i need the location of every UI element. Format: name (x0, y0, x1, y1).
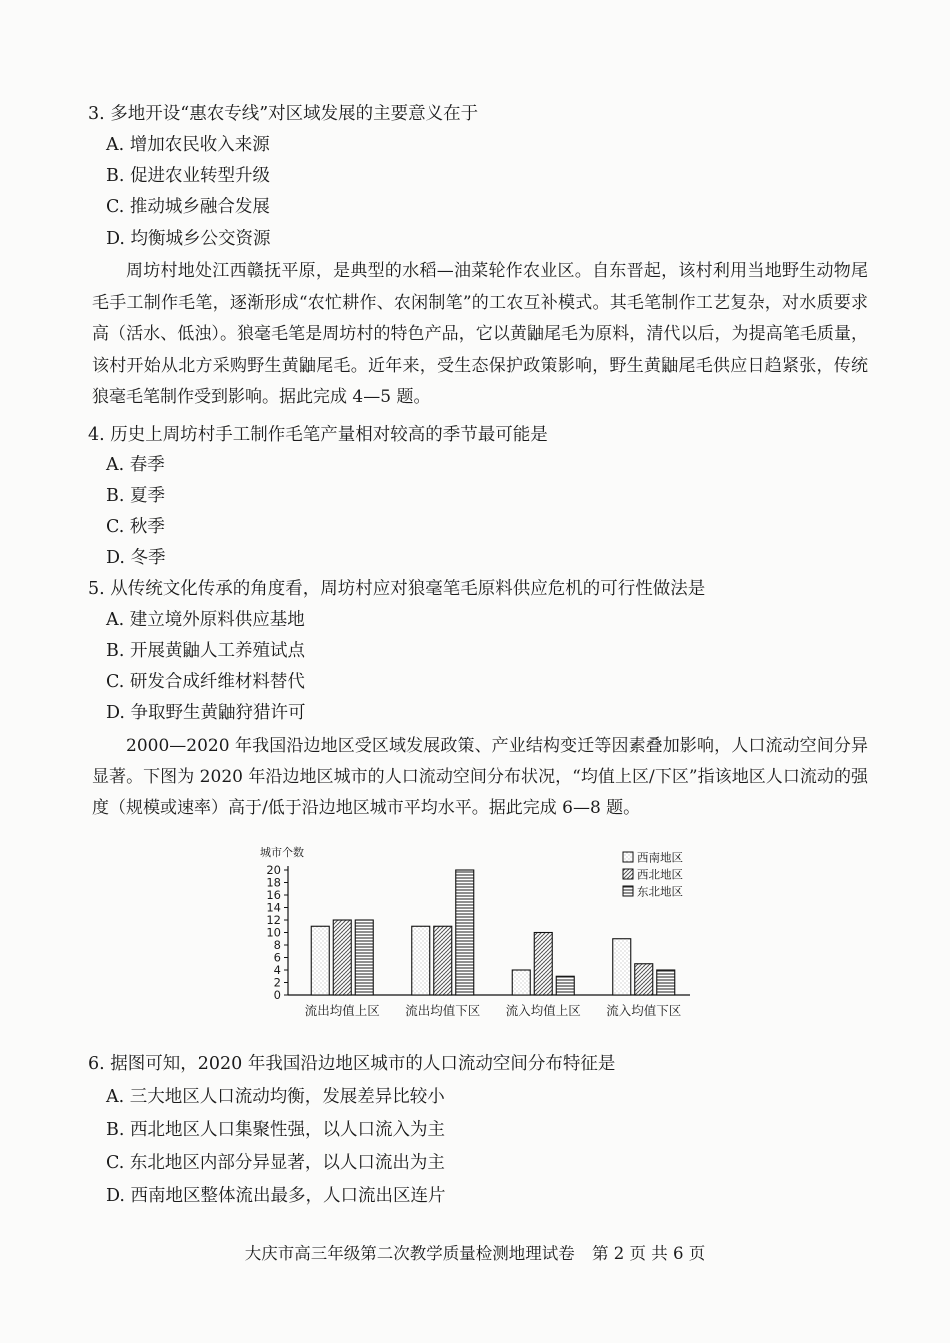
question-5-option-a: A. 建立境外原料供应基地 (106, 610, 305, 630)
population-flow-bar-chart (240, 838, 710, 1028)
bar-1-cat-2 (412, 926, 430, 995)
x-category-label: 流出均值上区 (304, 1003, 380, 1018)
question-6-option-b: B. 西北地区人口集聚性强，以人口流入为主 (106, 1120, 445, 1140)
y-tick-label: 0 (273, 988, 281, 1002)
bar-3-cat-1 (355, 920, 373, 995)
legend-swatch (623, 886, 633, 896)
bar-3-cat-2 (456, 870, 474, 995)
question-4-option-b: B. 夏季 (106, 486, 165, 506)
question-3-option-c: C. 推动城乡融合发展 (106, 197, 270, 217)
question-5-stem: 5. 从传统文化传承的角度看，周坊村应对狼毫笔毛原料供应危机的可行性做法是 (88, 579, 706, 599)
question-6-option-d: D. 西南地区整体流出最多，人口流出区连片 (106, 1186, 446, 1206)
legend-swatch (623, 852, 633, 862)
question-5-option-b: B. 开展黄鼬人工养殖试点 (106, 641, 305, 661)
bar-1-cat-4 (613, 939, 631, 995)
question-5-option-d: D. 争取野生黄鼬狩猎许可 (106, 703, 306, 723)
passage-6-8-text: 2000—2020 年我国沿边地区受区域发展政策、产业结构变迁等因素叠加影响，人口流动空间分异显著。下图为 2020 年沿边地区城市的人口流动空间分布状况，“均值上区/下区”指该地区人口流动的强度（规模或速率）高于/低于沿边地区城市平均水平。据此完成 6—8 题。 (92, 736, 868, 818)
legend-label: 东北地区 (637, 884, 683, 899)
question-6-option-c: C. 东北地区内部分异显著，以人口流出为主 (106, 1153, 445, 1173)
legend-label: 西南地区 (637, 850, 683, 865)
question-5-option-c: C. 研发合成纤维材料替代 (106, 672, 305, 692)
legend-swatch (623, 869, 633, 879)
y-tick-label: 14 (266, 900, 281, 915)
question-3-stem: 3. 多地开设“惠农专线”对区域发展的主要意义在于 (88, 104, 479, 124)
x-category-label: 流入均值下区 (606, 1003, 682, 1018)
question-6-stem: 6. 据图可知，2020 年我国沿边地区城市的人口流动空间分布特征是 (88, 1054, 616, 1074)
bar-2-cat-1 (333, 920, 351, 995)
y-tick-label: 4 (273, 963, 281, 977)
passage-4-5 (92, 256, 868, 414)
y-tick-label: 8 (273, 938, 281, 952)
question-4-option-d: D. 冬季 (106, 548, 166, 568)
legend-label: 西北地区 (637, 867, 683, 882)
y-tick-label: 2 (273, 975, 281, 990)
question-3-option-d: D. 均衡城乡公交资源 (106, 229, 271, 249)
x-category-label: 流出均值下区 (405, 1003, 481, 1018)
passage-4-5-text: 周坊村地处江西赣抚平原，是典型的水稻—油菜轮作农业区。自东晋起，该村利用当地野生动物尾毛手工制作毛笔，逐渐形成“农忙耕作、农闲制笔”的工农互补模式。其毛笔制作工艺复杂，对水质要求高（活水、低浊）。狼毫毛笔是周坊村的特色产品，它以黄鼬尾毛为原料，清代以后，为提高笔毛质量，该村开始从北方采购野生黄鼬尾毛。近年来，受生态保护政策影响，野生黄鼬尾毛供应日趋紧张，传统狼毫毛笔制作受到影响。据此完成 4—5 题。 (92, 261, 868, 408)
y-tick-label: 10 (266, 925, 281, 940)
passage-6-8 (92, 731, 868, 824)
bar-2-cat-2 (434, 926, 452, 995)
y-tick-label: 16 (266, 888, 281, 902)
page-footer (0, 1240, 950, 1264)
exam-title: 大庆市高三年级第二次教学质量检测地理试卷 (244, 1244, 575, 1263)
question-6-option-a: A. 三大地区人口流动均衡，发展差异比较小 (106, 1087, 445, 1107)
question-4-option-a: A. 春季 (106, 455, 165, 475)
question-3-option-b: B. 促进农业转型升级 (106, 166, 270, 186)
bar-2-cat-4 (635, 964, 653, 995)
y-tick-label: 12 (266, 913, 281, 927)
bar-1-cat-3 (512, 970, 530, 995)
question-4-option-c: C. 秋季 (106, 517, 165, 537)
bar-2-cat-3 (534, 933, 552, 996)
bar-1-cat-1 (311, 926, 329, 995)
bar-3-cat-3 (556, 976, 574, 995)
bar-3-cat-4 (657, 970, 675, 995)
question-4-stem: 4. 历史上周坊村手工制作毛笔产量相对较高的季节最可能是 (88, 425, 548, 445)
page-number: 第 2 页 共 6 页 (592, 1244, 706, 1263)
question-3-option-a: A. 增加农民收入来源 (106, 135, 270, 155)
y-tick-label: 20 (266, 863, 281, 877)
y-axis-label: 城市个数 (260, 846, 304, 859)
y-tick-label: 18 (266, 875, 281, 890)
y-tick-label: 6 (273, 950, 281, 965)
x-category-label: 流入均值上区 (505, 1003, 581, 1018)
